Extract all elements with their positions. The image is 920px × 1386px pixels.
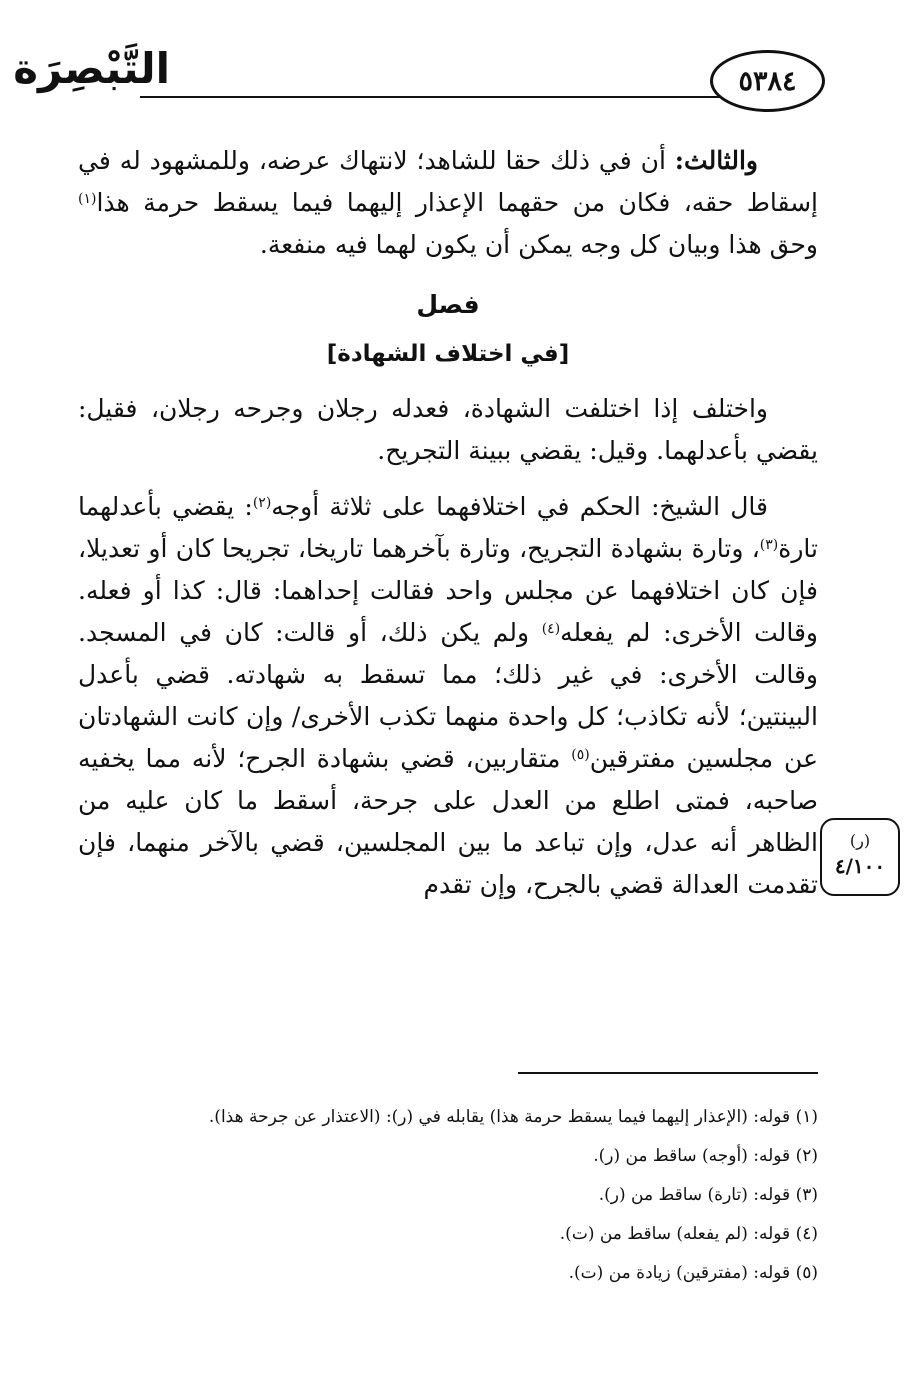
- folio-number: ٤/١٠٠: [834, 854, 886, 878]
- intro-paragraph: [78, 140, 818, 266]
- manuscript-siglum: (ر): [849, 831, 871, 850]
- footnote-ref-4[interactable]: (٤): [541, 621, 561, 637]
- book-title: التَّبْصِرَة: [13, 44, 170, 93]
- footnote-5: (٥) قوله: (مفترقين) زيادة من (ت).: [568, 1263, 818, 1283]
- section-heading: فصل: [416, 290, 480, 319]
- footnote-ref-3[interactable]: (٣): [759, 537, 779, 553]
- para2-text-4: ولم يكن ذلك، أو قالت: كان في المسجد. وقالت الأخرى: في غير ذلك؛ مما تسقط به شهادته. قضي بأعدل البينتين؛ لأنه تكاذب؛ كل واحدة منهما تكذب الأخرى/ وإن كانت الشهادتان عن مجلسين مفترقين: [78, 618, 818, 773]
- intro-text-2: وحق هذا وبيان كل وجه يمكن أن يكون لهما فيه منفعة.: [259, 230, 818, 259]
- footnote-3: (٣) قوله: (تارة) ساقط من (ر).: [598, 1185, 818, 1205]
- paragraph-1: واختلف إذا اختلفت الشهادة، فعدله رجلان وجرحه رجلان، فقيل: يقضي بأعدلهما. وقيل: يقضي ببينة التجريح.: [78, 394, 818, 465]
- para2-text-5: متقاربين، قضي بشهادة الجرح؛ لأنه مما يخفيه صاحبه، فمتى اطلع من العدل على جرحة، أسقط ما كان عليه من الظاهر أنه عدل، وإن تباعد ما بين المجلسين، قضي بالآخر منهما، فإن تقدمت العدالة قضي بالجرح، وإن تقدم: [78, 744, 818, 899]
- intro-lead: والثالث:: [674, 146, 758, 175]
- footnotes: [78, 1098, 818, 1293]
- para2-text-2: : يقضي بأعدلهما تارة: [78, 492, 818, 563]
- main-text: [78, 140, 818, 906]
- section-subheading: [في اختلاف الشهادة]: [326, 341, 570, 367]
- header-rule: [140, 96, 765, 98]
- para2-text-1: قال الشيخ: الحكم في اختلافهما على ثلاثة أوجه: [271, 492, 768, 521]
- margin-folio-note: [820, 818, 900, 896]
- footnote-2: (٢) قوله: (أوجه) ساقط من (ر).: [593, 1146, 818, 1166]
- footnote-ref-5[interactable]: (٥): [571, 747, 590, 763]
- footnote-1: (١) قوله: (الإعذار إليهما فيما يسقط حرمة هذا) يقابله في (ر): (الاعتذار عن جرحة هذا).: [208, 1107, 818, 1127]
- paragraph-2: [78, 486, 818, 906]
- footnote-ref-1[interactable]: (١): [78, 191, 97, 207]
- para2-text-3: ، وتارة بشهادة التجريح، وتارة بآخرهما تاريخا، تجريحا كان أو تعديلا، فإن كان اختلافهما عن مجلس واحد فقالت إحداهما: قال: كذا أو فعله. وقالت الأخرى: لم يفعله: [78, 534, 818, 647]
- page-number: ٥٣٨٤: [710, 50, 825, 112]
- footnote-ref-2[interactable]: (٢): [252, 495, 272, 511]
- footnote-4: (٤) قوله: (لم يفعله) ساقط من (ت).: [559, 1224, 818, 1244]
- intro-text-1: أن في ذلك حقا للشاهد؛ لانتهاك عرضه، وللمشهود له في إسقاط حقه، فكان من حقهما الإعذار إليهما فيما يسقط حرمة هذا: [78, 146, 818, 217]
- page-header: [13, 38, 860, 108]
- footnote-separator: [518, 1072, 818, 1074]
